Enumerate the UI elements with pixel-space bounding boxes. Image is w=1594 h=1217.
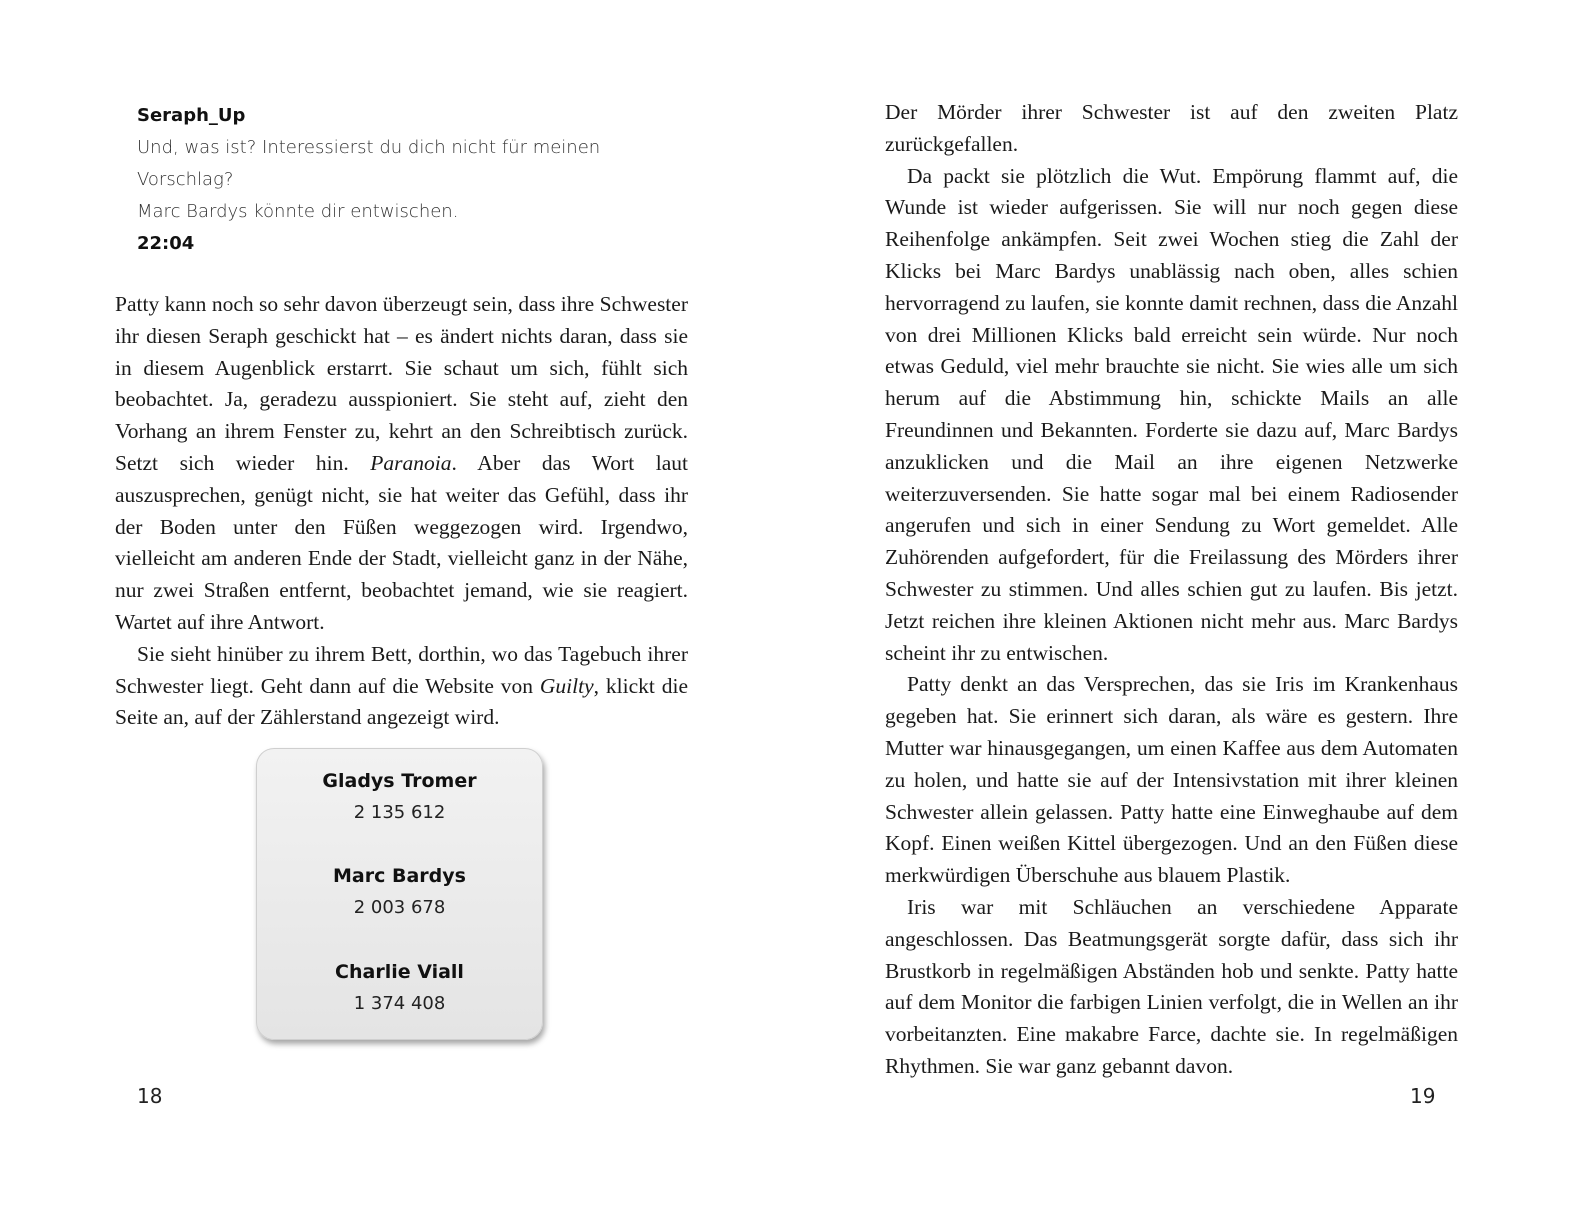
paragraph: Der Mörder ihrer Schwester ist auf den zweiten Platz zurückgefallen. [885, 100, 1458, 156]
italic-word: Guilty [539, 673, 594, 698]
italic-word: Paranoia [370, 450, 452, 475]
chat-timestamp: 22:04 [137, 233, 195, 254]
paragraph-text: Patty kann noch so sehr davon überzeugt sein, dass ihre Schwester ihr diesen Seraph geschickt hat – es ändert nichts daran, dass sie in diesem Augenblick erstarrt. Sie schaut um sich, fühlt sich beobachtet. Ja, geradezu ausspioniert. Sie steht auf, zieht den Vorhang an ihrem Fenster zu, kehrt an den Schreibtisch zurück. Setzt sich wieder hin. [115, 292, 688, 475]
chat-message-line: Vorschlag? [137, 169, 234, 190]
candidate-name: Gladys Tromer [322, 770, 477, 792]
paragraph: Da packt sie plötzlich die Wut. Empörung flammt auf, die Wunde ist wieder aufgerissen. Sie will nur noch gegen diese Reihenfolge ankämpfen. Seit zwei Wochen stieg die Zahl der Klicks bei Marc Bardys unablässig nach oben, alles schien hervorragend zu laufen, sie konnte damit rechnen, dass die Anzahl von drei Millionen Klicks bald erreicht sein würde. Nur noch etwas Geduld, viel mehr brauchte sie nicht. Sie wies alle um sich herum auf die Abstimmung hin, schickte Mails an alle Freundinnen und Bekannten. Forderte sie dazu auf, Marc Bardys anzuklicken und die Mail an ihre eigenen Netzwerke weiterzuversenden. Sie hatte sogar mal bei einem Radiosender angerufen und sich in einer Sendung zu Wort gemeldet. Alle Zuhörenden aufgefordert, für die Freilassung des Mörders ihrer Schwester zu stimmen. Und alles schien gut zu laufen. Bis jetzt. Jetzt reichen ihre kleinen Aktionen nicht mehr aus. Marc Bardys scheint ihr zu entwischen. [885, 163, 1458, 665]
chat-message-line: Marc Bardys könnte dir entwischen. [137, 201, 459, 222]
paragraph [115, 639, 688, 734]
page-number: 19 [1410, 1084, 1436, 1108]
paragraph-text: Sie sieht hinüber zu ihrem Bett, dorthin, wo das Tagebuch ihrer Schwester liegt. Geht dann auf die Website von [115, 641, 688, 698]
click-count: 2 003 678 [353, 897, 446, 918]
chat-message-block [137, 100, 657, 260]
candidate-name: Charlie Viall [335, 961, 464, 983]
paragraph [115, 289, 688, 639]
chat-username: Seraph_Up [137, 105, 246, 126]
paragraph: Iris war mit Schläuchen an verschiedene Apparate angeschlossen. Das Beatmungsgerät sorgte dafür, dass sich ihr Brustkorb in regelmäßigen Abständen hob und senkte. Patty hatte auf dem Monitor die farbigen Linien verfolgt, die in Wellen an ihr vorbeitanzten. Eine makabre Farce, dachte sie. In regelmäßigen Rhythmen. Sie war ganz gebannt davon. [885, 894, 1458, 1078]
counter-entry [256, 860, 543, 924]
right-body-text [885, 97, 1458, 1083]
click-count: 2 135 612 [353, 802, 446, 823]
click-count: 1 374 408 [353, 993, 446, 1014]
candidate-name: Marc Bardys [333, 865, 466, 887]
right-page [797, 0, 1594, 1217]
vote-counter-box [256, 748, 543, 1040]
chat-message-line: Und, was ist? Interessierst du dich nicht für meinen [137, 137, 601, 158]
page-number: 18 [137, 1084, 163, 1108]
counter-entry [256, 765, 543, 829]
paragraph-text: , klickt die Seite an, auf der Zählerstand angezeigt wird. [115, 673, 688, 730]
left-body-text [115, 289, 688, 734]
counter-entry [256, 956, 543, 1020]
paragraph: Patty denkt an das Versprechen, das sie Iris im Krankenhaus gegeben hat. Sie erinnert sich daran, als wäre es gestern. Ihre Mutter war hinausgegangen, um einen Kaffee aus dem Automaten zu holen, und hatte sie auf der Intensivstation mit ihrer kleinen Schwester allein gelassen. Patty hatte eine Einweghaube auf dem Kopf. Einen weißen Kittel übergezogen. Und an den Füßen diese merkwürdigen Überschuhe aus blauem Plastik. [885, 672, 1458, 888]
paragraph-text: . Aber das Wort laut auszusprechen, genügt nicht, sie hat weiter das Gefühl, dass ihr der Boden unter den Füßen weggezogen wird. Irgendwo, vielleicht am anderen Ende der Stadt, vielleicht ganz in der Nähe, nur zwei Straßen entfernt, beobachtet jemand, wie sie reagiert. Wartet auf ihre Antwort. [115, 450, 688, 634]
